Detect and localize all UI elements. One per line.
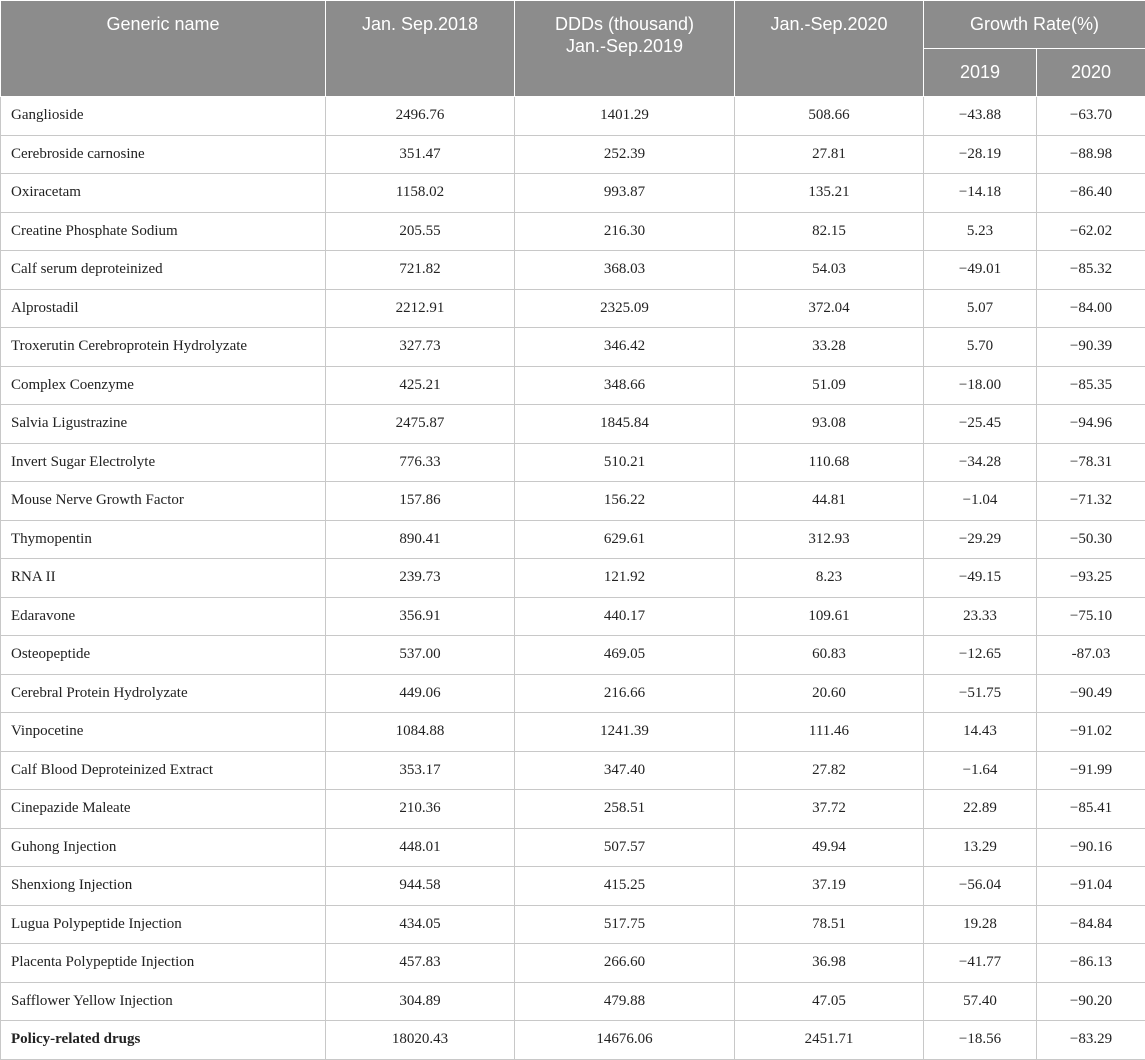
cell-growth-2019: −1.64 — [924, 751, 1037, 790]
cell-name: Cerebral Protein Hydrolyzate — [1, 674, 326, 713]
header-generic-name: Generic name — [1, 1, 326, 97]
table-row — [1, 443, 1145, 482]
cell-2019: 440.17 — [515, 597, 735, 636]
cell-2018: 776.33 — [326, 443, 515, 482]
table-row — [1, 597, 1145, 636]
cell-2018: 1158.02 — [326, 174, 515, 213]
cell-2019: 629.61 — [515, 520, 735, 559]
cell-2020: 33.28 — [735, 328, 924, 367]
table-row — [1, 867, 1145, 906]
cell-2018: 353.17 — [326, 751, 515, 790]
cell-name: RNA II — [1, 559, 326, 598]
cell-growth-2020: −90.16 — [1037, 828, 1145, 867]
cell-growth-2020: −88.98 — [1037, 135, 1145, 174]
header-growth-rate: Growth Rate(%) — [924, 1, 1145, 49]
cell-2019: 252.39 — [515, 135, 735, 174]
cell-growth-2020: −94.96 — [1037, 405, 1145, 444]
cell-growth-2020: −85.35 — [1037, 366, 1145, 405]
cell-2018: 721.82 — [326, 251, 515, 290]
cell-growth-2019: −14.18 — [924, 174, 1037, 213]
cell-name: Salvia Ligustrazine — [1, 405, 326, 444]
cell-growth-2020: −90.20 — [1037, 982, 1145, 1021]
cell-growth-2020: −62.02 — [1037, 212, 1145, 251]
cell-growth-2019: 14.43 — [924, 713, 1037, 752]
cell-2018: 356.91 — [326, 597, 515, 636]
cell-2020: 8.23 — [735, 559, 924, 598]
table-row — [1, 713, 1145, 752]
cell-2018: 210.36 — [326, 790, 515, 829]
cell-growth-2020: −50.30 — [1037, 520, 1145, 559]
cell-2018: 425.21 — [326, 366, 515, 405]
cell-2018: 434.05 — [326, 905, 515, 944]
cell-2020: 372.04 — [735, 289, 924, 328]
table-row — [1, 174, 1145, 213]
cell-2020: 37.72 — [735, 790, 924, 829]
table-row — [1, 328, 1145, 367]
cell-growth-2020: −75.10 — [1037, 597, 1145, 636]
cell-2018: 2496.76 — [326, 97, 515, 136]
cell-2019: 469.05 — [515, 636, 735, 675]
header-jan-sep-2018: Jan. Sep.2018 — [326, 1, 515, 97]
cell-growth-2019: −43.88 — [924, 97, 1037, 136]
cell-2020: 49.94 — [735, 828, 924, 867]
cell-2018: 239.73 — [326, 559, 515, 598]
table-row — [1, 828, 1145, 867]
cell-growth-2019: 13.29 — [924, 828, 1037, 867]
cell-2018: 2212.91 — [326, 289, 515, 328]
table-row — [1, 405, 1145, 444]
cell-2018: 304.89 — [326, 982, 515, 1021]
cell-2020: 44.81 — [735, 482, 924, 521]
cell-name: Lugua Polypeptide Injection — [1, 905, 326, 944]
cell-2020: 82.15 — [735, 212, 924, 251]
cell-2019: 216.66 — [515, 674, 735, 713]
cell-2019: 993.87 — [515, 174, 735, 213]
cell-name: Calf Blood Deproteinized Extract — [1, 751, 326, 790]
cell-name: Shenxiong Injection — [1, 867, 326, 906]
cell-name: Calf serum deproteinized — [1, 251, 326, 290]
cell-2019: 14676.06 — [515, 1021, 735, 1060]
cell-name: Invert Sugar Electrolyte — [1, 443, 326, 482]
cell-growth-2020: −84.00 — [1037, 289, 1145, 328]
header-growth-2019: 2019 — [924, 49, 1037, 97]
table-row — [1, 905, 1145, 944]
cell-2020: 508.66 — [735, 97, 924, 136]
cell-growth-2020: −78.31 — [1037, 443, 1145, 482]
cell-growth-2019: −51.75 — [924, 674, 1037, 713]
cell-2020: 54.03 — [735, 251, 924, 290]
cell-2020: 78.51 — [735, 905, 924, 944]
cell-growth-2019: 23.33 — [924, 597, 1037, 636]
cell-growth-2020: −86.40 — [1037, 174, 1145, 213]
cell-name: Oxiracetam — [1, 174, 326, 213]
cell-2020: 37.19 — [735, 867, 924, 906]
cell-growth-2019: −41.77 — [924, 944, 1037, 983]
cell-name: Creatine Phosphate Sodium — [1, 212, 326, 251]
cell-name: Troxerutin Cerebroprotein Hydrolyzate — [1, 328, 326, 367]
cell-growth-2019: −12.65 — [924, 636, 1037, 675]
table-row — [1, 982, 1145, 1021]
cell-growth-2020: −93.25 — [1037, 559, 1145, 598]
cell-name: Vinpocetine — [1, 713, 326, 752]
table-body — [1, 97, 1145, 1060]
cell-2018: 457.83 — [326, 944, 515, 983]
cell-2019: 346.42 — [515, 328, 735, 367]
cell-2018: 537.00 — [326, 636, 515, 675]
cell-2018: 327.73 — [326, 328, 515, 367]
cell-2020: 36.98 — [735, 944, 924, 983]
cell-2020: 51.09 — [735, 366, 924, 405]
cell-name: Thymopentin — [1, 520, 326, 559]
table-row — [1, 751, 1145, 790]
cell-growth-2020: -87.03 — [1037, 636, 1145, 675]
cell-name: Alprostadil — [1, 289, 326, 328]
cell-growth-2020: −83.29 — [1037, 1021, 1145, 1060]
cell-growth-2019: −18.56 — [924, 1021, 1037, 1060]
table-row — [1, 135, 1145, 174]
cell-name: Osteopeptide — [1, 636, 326, 675]
cell-growth-2020: −85.32 — [1037, 251, 1145, 290]
cell-growth-2019: 57.40 — [924, 982, 1037, 1021]
table-row — [1, 289, 1145, 328]
cell-2019: 347.40 — [515, 751, 735, 790]
cell-growth-2020: −90.49 — [1037, 674, 1145, 713]
cell-2018: 1084.88 — [326, 713, 515, 752]
table-row — [1, 212, 1145, 251]
cell-growth-2019: 5.23 — [924, 212, 1037, 251]
cell-2019: 216.30 — [515, 212, 735, 251]
cell-2020: 93.08 — [735, 405, 924, 444]
cell-2018: 205.55 — [326, 212, 515, 251]
cell-growth-2019: −49.01 — [924, 251, 1037, 290]
cell-2020: 2451.71 — [735, 1021, 924, 1060]
cell-2019: 510.21 — [515, 443, 735, 482]
table-row — [1, 944, 1145, 983]
cell-2018: 351.47 — [326, 135, 515, 174]
cell-growth-2019: −1.04 — [924, 482, 1037, 521]
cell-growth-2020: −63.70 — [1037, 97, 1145, 136]
cell-2020: 27.81 — [735, 135, 924, 174]
cell-growth-2019: 5.07 — [924, 289, 1037, 328]
cell-name: Placenta Polypeptide Injection — [1, 944, 326, 983]
cell-2019: 2325.09 — [515, 289, 735, 328]
table-row-total — [1, 1021, 1145, 1060]
cell-name: Complex Coenzyme — [1, 366, 326, 405]
table-row — [1, 97, 1145, 136]
cell-name: Policy-related drugs — [1, 1021, 326, 1060]
table-row — [1, 636, 1145, 675]
cell-2018: 18020.43 — [326, 1021, 515, 1060]
cell-2019: 258.51 — [515, 790, 735, 829]
cell-growth-2020: −71.32 — [1037, 482, 1145, 521]
cell-growth-2019: −25.45 — [924, 405, 1037, 444]
cell-name: Cerebroside carnosine — [1, 135, 326, 174]
cell-growth-2019: −18.00 — [924, 366, 1037, 405]
cell-growth-2020: −90.39 — [1037, 328, 1145, 367]
header-ddds-line2: Jan.-Sep.2019 — [515, 35, 734, 57]
cell-2019: 1241.39 — [515, 713, 735, 752]
cell-2019: 348.66 — [515, 366, 735, 405]
table-row — [1, 520, 1145, 559]
cell-growth-2020: −84.84 — [1037, 905, 1145, 944]
cell-2019: 1845.84 — [515, 405, 735, 444]
cell-2018: 890.41 — [326, 520, 515, 559]
header-jan-sep-2020: Jan.-Sep.2020 — [735, 1, 924, 97]
cell-2020: 27.82 — [735, 751, 924, 790]
cell-name: Edaravone — [1, 597, 326, 636]
table-row — [1, 366, 1145, 405]
cell-name: Ganglioside — [1, 97, 326, 136]
cell-2020: 135.21 — [735, 174, 924, 213]
cell-growth-2020: −91.02 — [1037, 713, 1145, 752]
cell-growth-2020: −85.41 — [1037, 790, 1145, 829]
table-row — [1, 482, 1145, 521]
cell-2020: 111.46 — [735, 713, 924, 752]
cell-2019: 368.03 — [515, 251, 735, 290]
cell-growth-2020: −91.99 — [1037, 751, 1145, 790]
cell-2020: 20.60 — [735, 674, 924, 713]
cell-2019: 479.88 — [515, 982, 735, 1021]
table-row — [1, 790, 1145, 829]
table-row — [1, 251, 1145, 290]
cell-2018: 2475.87 — [326, 405, 515, 444]
cell-2018: 157.86 — [326, 482, 515, 521]
cell-growth-2019: −34.28 — [924, 443, 1037, 482]
header-ddds-2019 — [515, 1, 735, 97]
cell-growth-2019: −28.19 — [924, 135, 1037, 174]
cell-growth-2019: −49.15 — [924, 559, 1037, 598]
cell-2020: 110.68 — [735, 443, 924, 482]
cell-2020: 60.83 — [735, 636, 924, 675]
cell-2019: 156.22 — [515, 482, 735, 521]
header-growth-2020: 2020 — [1037, 49, 1145, 97]
cell-growth-2019: 5.70 — [924, 328, 1037, 367]
cell-growth-2019: −29.29 — [924, 520, 1037, 559]
cell-2019: 517.75 — [515, 905, 735, 944]
header-ddds-line1: DDDs (thousand) — [515, 1, 734, 35]
cell-name: Cinepazide Maleate — [1, 790, 326, 829]
cell-growth-2019: 19.28 — [924, 905, 1037, 944]
cell-2019: 1401.29 — [515, 97, 735, 136]
cell-2020: 109.61 — [735, 597, 924, 636]
cell-2020: 47.05 — [735, 982, 924, 1021]
cell-2020: 312.93 — [735, 520, 924, 559]
table-header — [1, 1, 1145, 97]
cell-growth-2020: −86.13 — [1037, 944, 1145, 983]
table-row — [1, 674, 1145, 713]
cell-2018: 944.58 — [326, 867, 515, 906]
cell-growth-2019: −56.04 — [924, 867, 1037, 906]
cell-name: Mouse Nerve Growth Factor — [1, 482, 326, 521]
cell-2019: 415.25 — [515, 867, 735, 906]
cell-2019: 266.60 — [515, 944, 735, 983]
cell-growth-2019: 22.89 — [924, 790, 1037, 829]
table-row — [1, 559, 1145, 598]
cell-2018: 448.01 — [326, 828, 515, 867]
cell-growth-2020: −91.04 — [1037, 867, 1145, 906]
cell-2019: 121.92 — [515, 559, 735, 598]
cell-2018: 449.06 — [326, 674, 515, 713]
cell-name: Guhong Injection — [1, 828, 326, 867]
cell-name: Safflower Yellow Injection — [1, 982, 326, 1021]
cell-2019: 507.57 — [515, 828, 735, 867]
